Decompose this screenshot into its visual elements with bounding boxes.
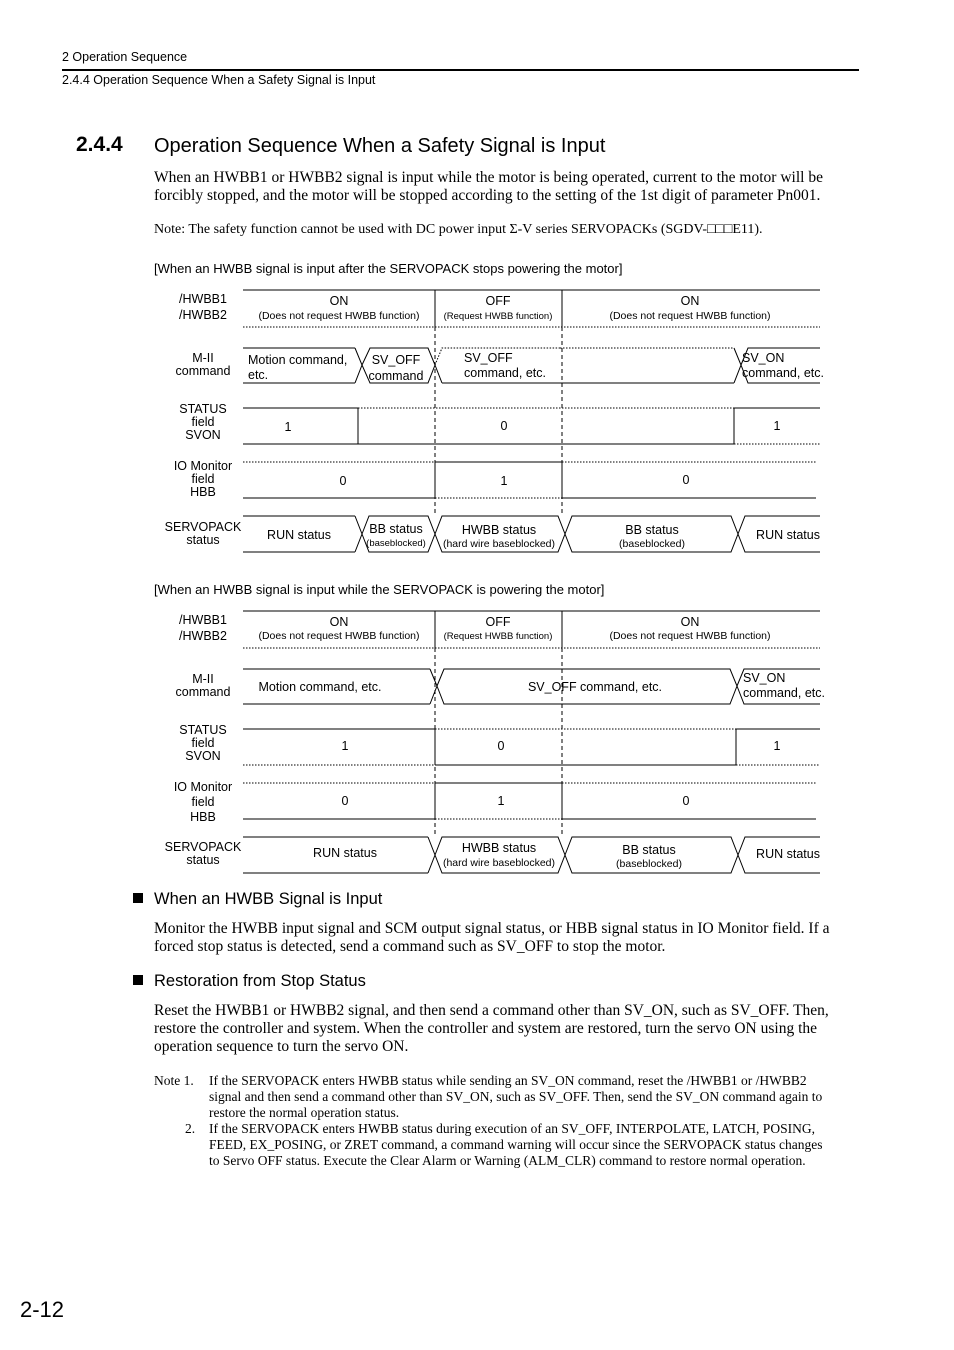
d1-m2-cmd3-b: command, etc. (464, 366, 546, 380)
hwbb-input-line-2: forced stop status is detected, send a command such as SV_OFF to stop the motor. (154, 938, 666, 955)
d2-m2-cmd3-b: command, etc. (743, 686, 825, 700)
d2-hwbb-off: OFF (485, 615, 511, 629)
note1-line-1: If the SERVOPACK enters HWBB status while sending an SV_ON command, reset the /HWBB1 or /HWBB2 (209, 1073, 807, 1088)
d2-svon-2: 0 (497, 739, 505, 753)
d2-label-hbb: HBB (190, 810, 216, 824)
page-number: 2-12 (20, 1297, 65, 1322)
d2-m2-cmd1: Motion command, etc. (258, 680, 382, 694)
d1-sp-hwbb-sub: (hard wire baseblocked) (442, 538, 556, 550)
d1-label-hwbb2: /HWBB2 (179, 308, 227, 322)
d1-hbb-1: 0 (339, 474, 347, 488)
d1-label-io-field: field (191, 472, 215, 486)
d1-sp-hwbb: HWBB status (461, 523, 537, 537)
d1-label-hwbb1: /HWBB1 (179, 292, 227, 306)
running-header-section: 2.4.4 Operation Sequence When a Safety Signal is Input (62, 73, 376, 87)
d2-label-status: STATUS (179, 723, 227, 737)
restoration-line-1: Reset the HWBB1 or HWBB2 signal, and then send a command other than SV_ON, such as SV_OFF. Then, (154, 1002, 829, 1019)
note2-number: 2. (185, 1121, 196, 1136)
d2-label-io: IO Monitor (173, 780, 233, 794)
intro-note: Note: The safety function cannot be used with DC power input Σ-V series SERVOPACKs (SGDV-□□□E11). (154, 222, 763, 237)
hwbb-input-heading (133, 890, 382, 909)
d1-hwbb-off: OFF (485, 294, 511, 308)
d2-sp-run1: RUN status (313, 846, 377, 860)
d1-m2-cmd3-a: SV_OFF (464, 351, 513, 365)
d2-label-status-field: field (191, 736, 215, 750)
d1-m2-cmd1-b: etc. (248, 368, 269, 382)
d1-sp-bb1-sub: (baseblocked) (366, 538, 426, 549)
d2-m2-cmd2: SV_OFF command, etc. (527, 680, 663, 694)
restoration-heading-text: Restoration from Stop Status (154, 972, 366, 990)
d1-label-svon: SVON (185, 428, 221, 442)
d2-m2-cmd3-a: SV_ON (743, 671, 786, 685)
d2-sp-bb-sub: (baseblocked) (616, 858, 682, 870)
d1-sp-bb2-sub: (baseblocked) (619, 538, 685, 550)
intro-line-2: forcibly stopped, and the motor will be stopped according to the setting of the 1st digit of parameter Pn001. (154, 187, 821, 204)
running-header-chapter: 2 Operation Sequence (62, 50, 188, 64)
d2-label-m2: M-II (192, 672, 214, 686)
d1-label-servopack-status: status (186, 533, 220, 547)
restoration-line-2: restore the controller and system. When the controller and system are restored, turn the servo ON using the (154, 1020, 818, 1037)
d2-label-m2-command: command (175, 685, 231, 699)
d1-hbb-3: 0 (682, 473, 690, 487)
note1-line-2: signal and then send a command other than SV_ON, such as SV_OFF. Then, send the SV_ON command again to (209, 1089, 823, 1104)
diagram1-caption: [When an HWBB signal is input after the SERVOPACK stops powering the motor] (154, 261, 623, 276)
d2-label-hwbb2: /HWBB2 (179, 629, 227, 643)
notes-label: Note 1. (154, 1073, 194, 1088)
d1-svon-2: 0 (500, 419, 508, 433)
note2-line-3: to Servo OFF status. Execute the Clear Alarm or Warning (ALM_CLR) command to restore normal operation. (209, 1153, 806, 1168)
d1-m2-cmd2-a: SV_OFF (371, 353, 421, 367)
d2-sp-bb: BB status (622, 843, 676, 857)
d1-label-status-field: field (191, 415, 215, 429)
d2-label-svon: SVON (185, 749, 221, 763)
d1-label-io: IO Monitor (173, 459, 233, 473)
d1-sp-bb1: BB status (369, 522, 423, 536)
d1-m2-cmd4-a: SV_ON (742, 351, 785, 365)
bullet-square-icon (133, 975, 143, 985)
d1-label-servopack: SERVOPACK (164, 520, 242, 534)
d1-sp-bb2: BB status (625, 523, 679, 537)
d2-hbb-3: 0 (682, 794, 690, 808)
d2-hwbb-on1-sub: (Does not request HWBB function) (258, 630, 420, 642)
d2-hwbb-on2-sub: (Does not request HWBB function) (609, 630, 771, 642)
note2-line-2: FEED, EX_POSING, or ZRET command, a command warning will occur since the SERVOPACK status changes (209, 1137, 823, 1152)
d2-label-servopack: SERVOPACK (164, 840, 242, 854)
d2-svon-3: 1 (773, 739, 781, 753)
header-rule (62, 69, 859, 71)
d1-svon-1: 1 (284, 420, 292, 434)
bullet-square-icon (133, 893, 143, 903)
d1-sp-run1: RUN status (267, 528, 331, 542)
d1-m2-cmd2-b: command (368, 369, 424, 383)
d1-m2-cmd4-b: command, etc. (742, 366, 824, 380)
hwbb-input-line-1: Monitor the HWBB input signal and SCM output signal status, or HBB signal status in IO Monitor field. If a (154, 920, 830, 937)
d1-hwbb-on2-sub: (Does not request HWBB function) (609, 310, 771, 322)
d2-hwbb-on1: ON (329, 615, 349, 629)
d2-hwbb-off-sub: (Request HWBB function) (443, 631, 553, 642)
restoration-heading (133, 972, 366, 991)
d2-hbb-2: 1 (497, 794, 505, 808)
section-title: Operation Sequence When a Safety Signal is Input (154, 135, 606, 157)
timing-diagram-1 (150, 285, 830, 555)
d2-hwbb-on2: ON (680, 615, 700, 629)
d2-label-hwbb1: /HWBB1 (179, 613, 227, 627)
section-number: 2.4.4 (76, 133, 123, 156)
d1-label-m2-command: command (175, 364, 231, 378)
d1-hwbb-on1-sub: (Does not request HWBB function) (258, 310, 420, 322)
d2-sp-run2: RUN status (756, 847, 820, 861)
note1-line-3: restore the normal operation status. (209, 1105, 400, 1120)
d1-hwbb-off-sub: (Request HWBB function) (443, 311, 553, 322)
d1-hbb-2: 1 (500, 474, 508, 488)
d1-label-hbb: HBB (190, 485, 216, 499)
d1-label-m2: M-II (192, 351, 214, 365)
d1-hwbb-on2: ON (680, 294, 700, 308)
d1-svon-3: 1 (773, 419, 781, 433)
intro-line-1: When an HWBB1 or HWBB2 signal is input while the motor is being operated, current to the motor will be (154, 169, 823, 186)
d1-sp-run2: RUN status (756, 528, 820, 542)
restoration-line-3: operation sequence to turn the servo ON. (154, 1038, 409, 1055)
d1-m2-cmd1-a: Motion command, (248, 353, 348, 367)
timing-diagram-2 (150, 606, 830, 876)
diagram2-caption: [When an HWBB signal is input while the SERVOPACK is powering the motor] (154, 582, 605, 597)
d1-label-status: STATUS (179, 402, 227, 416)
note2-line-1: If the SERVOPACK enters HWBB status during execution of an SV_OFF, INTERPOLATE, LATCH, POSING, (209, 1121, 815, 1136)
d2-sp-hwbb-sub: (hard wire baseblocked) (442, 857, 556, 869)
hwbb-input-heading-text: When an HWBB Signal is Input (154, 890, 383, 908)
d1-hwbb-on1: ON (329, 294, 349, 308)
d2-label-io-field: field (191, 795, 215, 809)
d2-label-servopack-status: status (186, 853, 220, 867)
d2-sp-hwbb: HWBB status (461, 841, 537, 855)
d2-hbb-1: 0 (341, 794, 349, 808)
d2-svon-1: 1 (341, 739, 349, 753)
